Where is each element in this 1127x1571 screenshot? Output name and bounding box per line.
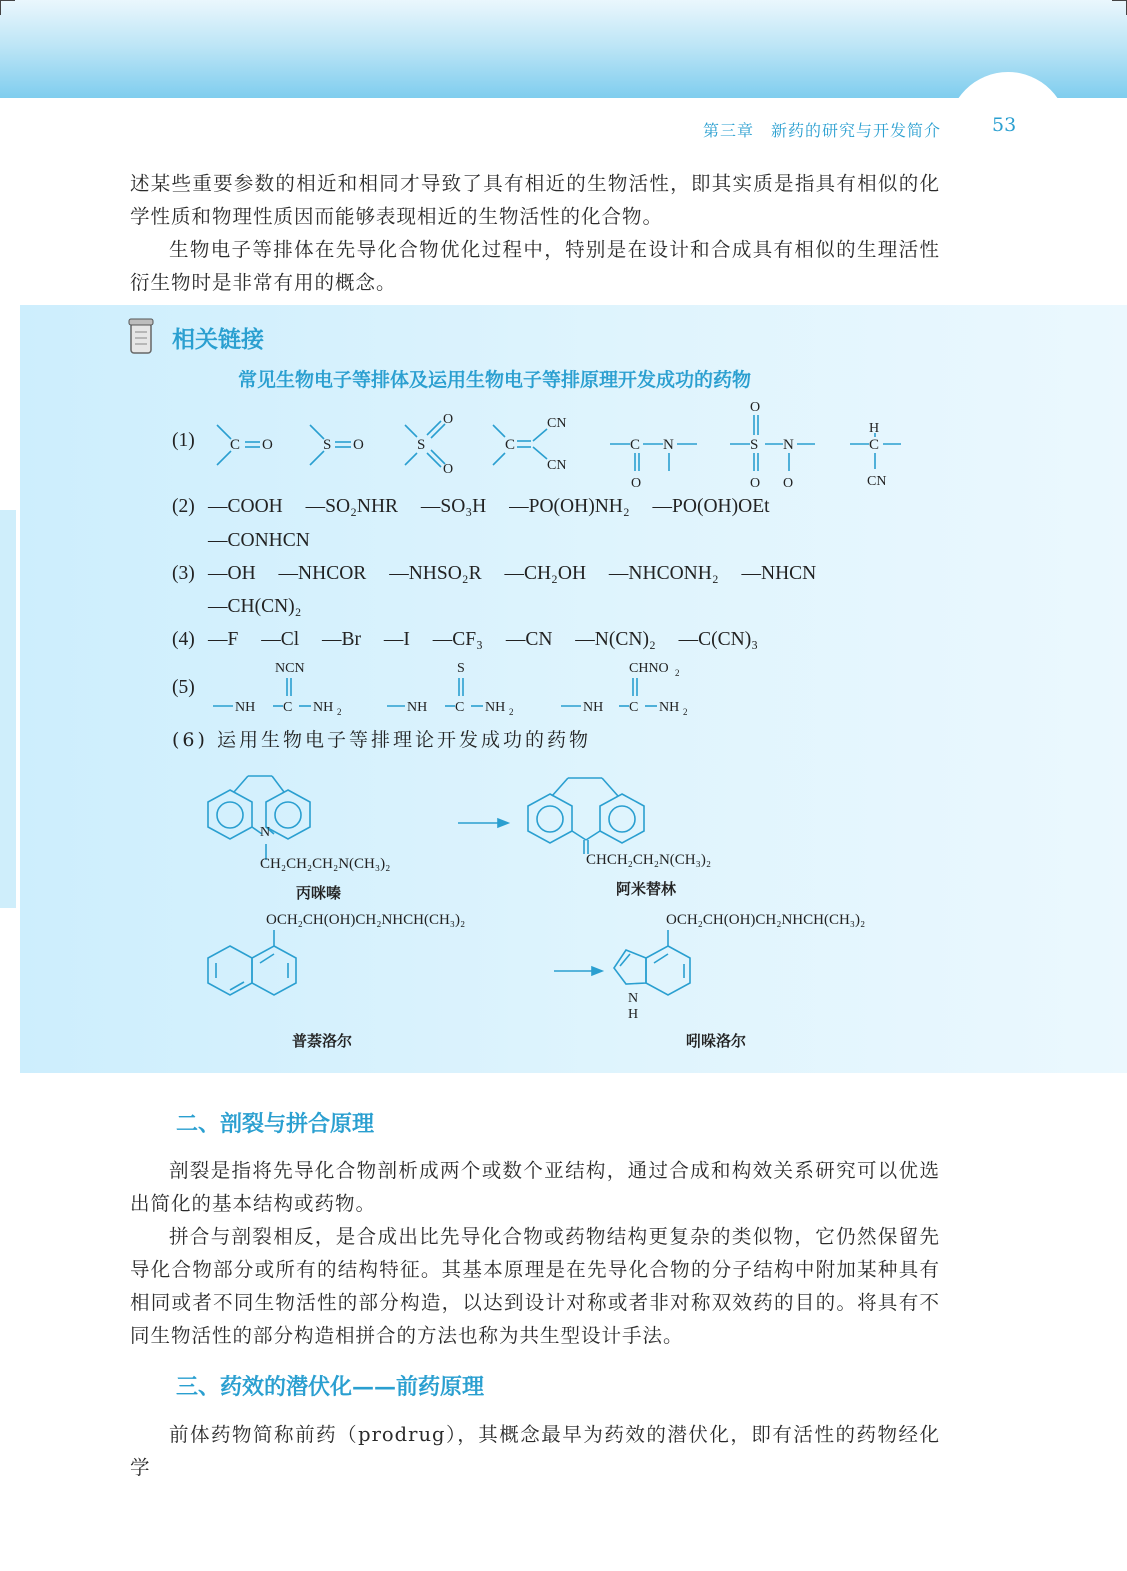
svg-text:C: C bbox=[283, 700, 293, 715]
row4-groups bbox=[208, 629, 776, 651]
row2-groups bbox=[208, 496, 788, 518]
row3-label: (3) bbox=[172, 563, 195, 584]
row5-structures bbox=[205, 656, 725, 722]
group-item: —CH(CN)₂ bbox=[208, 596, 302, 617]
group-item: —CONHCN bbox=[208, 530, 310, 551]
intro-paragraph-1: 述某些重要参数的相近和相同才导致了具有相近的生物活性，即其实质是指具有相似的化学性质和物理性质因而能够表现相近的生物活性的化合物。 bbox=[130, 172, 940, 228]
running-head: 第三章 新药的研究与开发简介 bbox=[703, 121, 942, 140]
row2-groups-cont bbox=[208, 530, 328, 552]
svg-text:2: 2 bbox=[683, 707, 688, 717]
svg-text:N: N bbox=[663, 437, 674, 453]
svg-text:H: H bbox=[869, 421, 880, 436]
svg-text:C: C bbox=[505, 437, 516, 453]
svg-text:C: C bbox=[869, 437, 880, 453]
related-link-subtitle: 常见生物电子等排体及运用生物电子等排原理开发成功的药物 bbox=[238, 369, 752, 391]
row5-label: (5) bbox=[172, 677, 195, 698]
svg-text:CN: CN bbox=[547, 458, 567, 473]
svg-text:NH: NH bbox=[407, 700, 428, 715]
group-item: —I bbox=[383, 629, 410, 650]
top-banner bbox=[0, 0, 1127, 98]
row1-structures bbox=[205, 395, 925, 495]
amitriptyline-formula: CHCH₂CH₂N(CH₃)₂ bbox=[586, 852, 712, 868]
group-item: —NHSO₂R bbox=[389, 563, 482, 584]
svg-text:N: N bbox=[783, 437, 794, 453]
pindolol-formula: OCH₂CH(OH)CH₂NHCH(CH₃)₂ bbox=[666, 912, 866, 928]
svg-text:S: S bbox=[457, 661, 465, 676]
imipramine-formula: CH₂CH₂CH₂N(CH₃)₂ bbox=[260, 856, 391, 872]
group-item: —Cl bbox=[261, 629, 300, 650]
section-heading-2: 二、剖裂与拼合原理 bbox=[176, 1111, 375, 1137]
svg-text:O: O bbox=[631, 476, 642, 491]
svg-text:2: 2 bbox=[675, 668, 680, 678]
svg-text:NH: NH bbox=[583, 700, 604, 715]
row6-label: (6) 运用生物电子等排理论开发成功的药物 bbox=[172, 729, 591, 751]
svg-text:2: 2 bbox=[337, 707, 342, 717]
group-item: —OH bbox=[208, 563, 256, 584]
side-tab bbox=[0, 510, 16, 908]
row2-label: (2) bbox=[172, 496, 195, 517]
svg-text:O: O bbox=[783, 476, 794, 491]
section-heading-3: 三、药效的潜伏化——前药原理 bbox=[176, 1374, 485, 1400]
group-item: —C(CN)₃ bbox=[678, 629, 759, 650]
svg-text:O: O bbox=[353, 437, 364, 453]
imipramine-name: 丙咪嗪 bbox=[296, 884, 342, 902]
group-item: —SO₃H bbox=[420, 496, 487, 517]
group-item: —COOH bbox=[208, 496, 283, 517]
bookmark-jar-icon bbox=[128, 317, 154, 355]
svg-text:C: C bbox=[629, 700, 639, 715]
svg-text:NCN: NCN bbox=[275, 661, 305, 676]
group-item: —NHCOR bbox=[278, 563, 367, 584]
group-item: —CH₂OH bbox=[504, 563, 587, 584]
group-item: —N(CN)₂ bbox=[575, 629, 656, 650]
svg-text:C: C bbox=[230, 437, 241, 453]
section2-paragraph-1: 剖裂是指将先导化合物剖析成两个或数个亚结构，通过合成和构效关系研究可以优选出简化的基本结构或药物。 bbox=[130, 1159, 940, 1215]
group-item: —CF₃ bbox=[432, 629, 483, 650]
svg-text:2: 2 bbox=[509, 707, 514, 717]
svg-text:N: N bbox=[260, 825, 271, 840]
svg-text:NH: NH bbox=[485, 700, 506, 715]
svg-text:NH: NH bbox=[659, 700, 680, 715]
svg-text:O: O bbox=[750, 476, 761, 491]
group-item: —PO(OH)OEt bbox=[652, 496, 770, 517]
row1-label: (1) bbox=[172, 430, 195, 451]
page-number: 53 bbox=[992, 114, 1017, 136]
crop-mark bbox=[1112, 0, 1127, 15]
row4-label: (4) bbox=[172, 629, 195, 650]
pindolol-name: 吲哚洛尔 bbox=[686, 1032, 747, 1050]
crop-mark bbox=[0, 0, 15, 15]
group-item: —Br bbox=[322, 629, 362, 650]
svg-text:O: O bbox=[750, 400, 761, 415]
section2-paragraph-2: 拼合与剖裂相反，是合成出比先导化合物或药物结构更复杂的类似物，它仍然保留先导化合物部分或所有的结构特征。其基本原理是在先导化合物的分子结构中附加某种具有相同或者不同生物活性的部分构造，以达到设计对称或者非对称双效药的目的。将具有不同生物活性的部分构造相拼合的方法也称为共生型设计手法。 bbox=[130, 1225, 940, 1347]
group-item: —SO₂NHR bbox=[305, 496, 399, 517]
amitriptyline-name: 阿米替林 bbox=[616, 880, 677, 898]
svg-text:S: S bbox=[417, 437, 426, 453]
svg-text:O: O bbox=[443, 412, 454, 427]
group-item: —PO(OH)NH₂ bbox=[509, 496, 630, 517]
intro-paragraph-2: 生物电子等排体在先导化合物优化过程中，特别是在设计和合成具有相似的生理活性衍生物时是非常有用的概念。 bbox=[130, 238, 940, 294]
svg-text:O: O bbox=[262, 437, 273, 453]
propranolol-name: 普萘洛尔 bbox=[292, 1032, 353, 1050]
svg-text:NH: NH bbox=[235, 700, 256, 715]
row3-groups bbox=[208, 563, 834, 585]
group-item: —CN bbox=[505, 629, 553, 650]
group-item: —F bbox=[208, 629, 239, 650]
svg-text:O: O bbox=[443, 462, 454, 477]
group-item: —NHCN bbox=[741, 563, 817, 584]
row3-groups-cont bbox=[208, 596, 319, 618]
section3-paragraph-1: 前体药物简称前药（prodrug），其概念最早为药效的潜伏化，即有活性的药物经化学 bbox=[130, 1423, 940, 1479]
related-link-title: 相关链接 bbox=[172, 326, 264, 353]
svg-text:S: S bbox=[323, 437, 332, 453]
svg-text:H: H bbox=[628, 1007, 639, 1022]
propranolol-formula: OCH₂CH(OH)CH₂NHCH(CH₃)₂ bbox=[266, 912, 466, 928]
svg-text:CN: CN bbox=[547, 416, 567, 431]
svg-text:CHNO: CHNO bbox=[629, 661, 669, 676]
svg-text:C: C bbox=[630, 437, 641, 453]
svg-text:NH: NH bbox=[313, 700, 334, 715]
svg-text:S: S bbox=[750, 437, 759, 453]
svg-text:CN: CN bbox=[867, 474, 887, 489]
svg-text:C: C bbox=[455, 700, 465, 715]
group-item: —NHCONH₂ bbox=[608, 563, 719, 584]
svg-text:N: N bbox=[628, 991, 639, 1006]
